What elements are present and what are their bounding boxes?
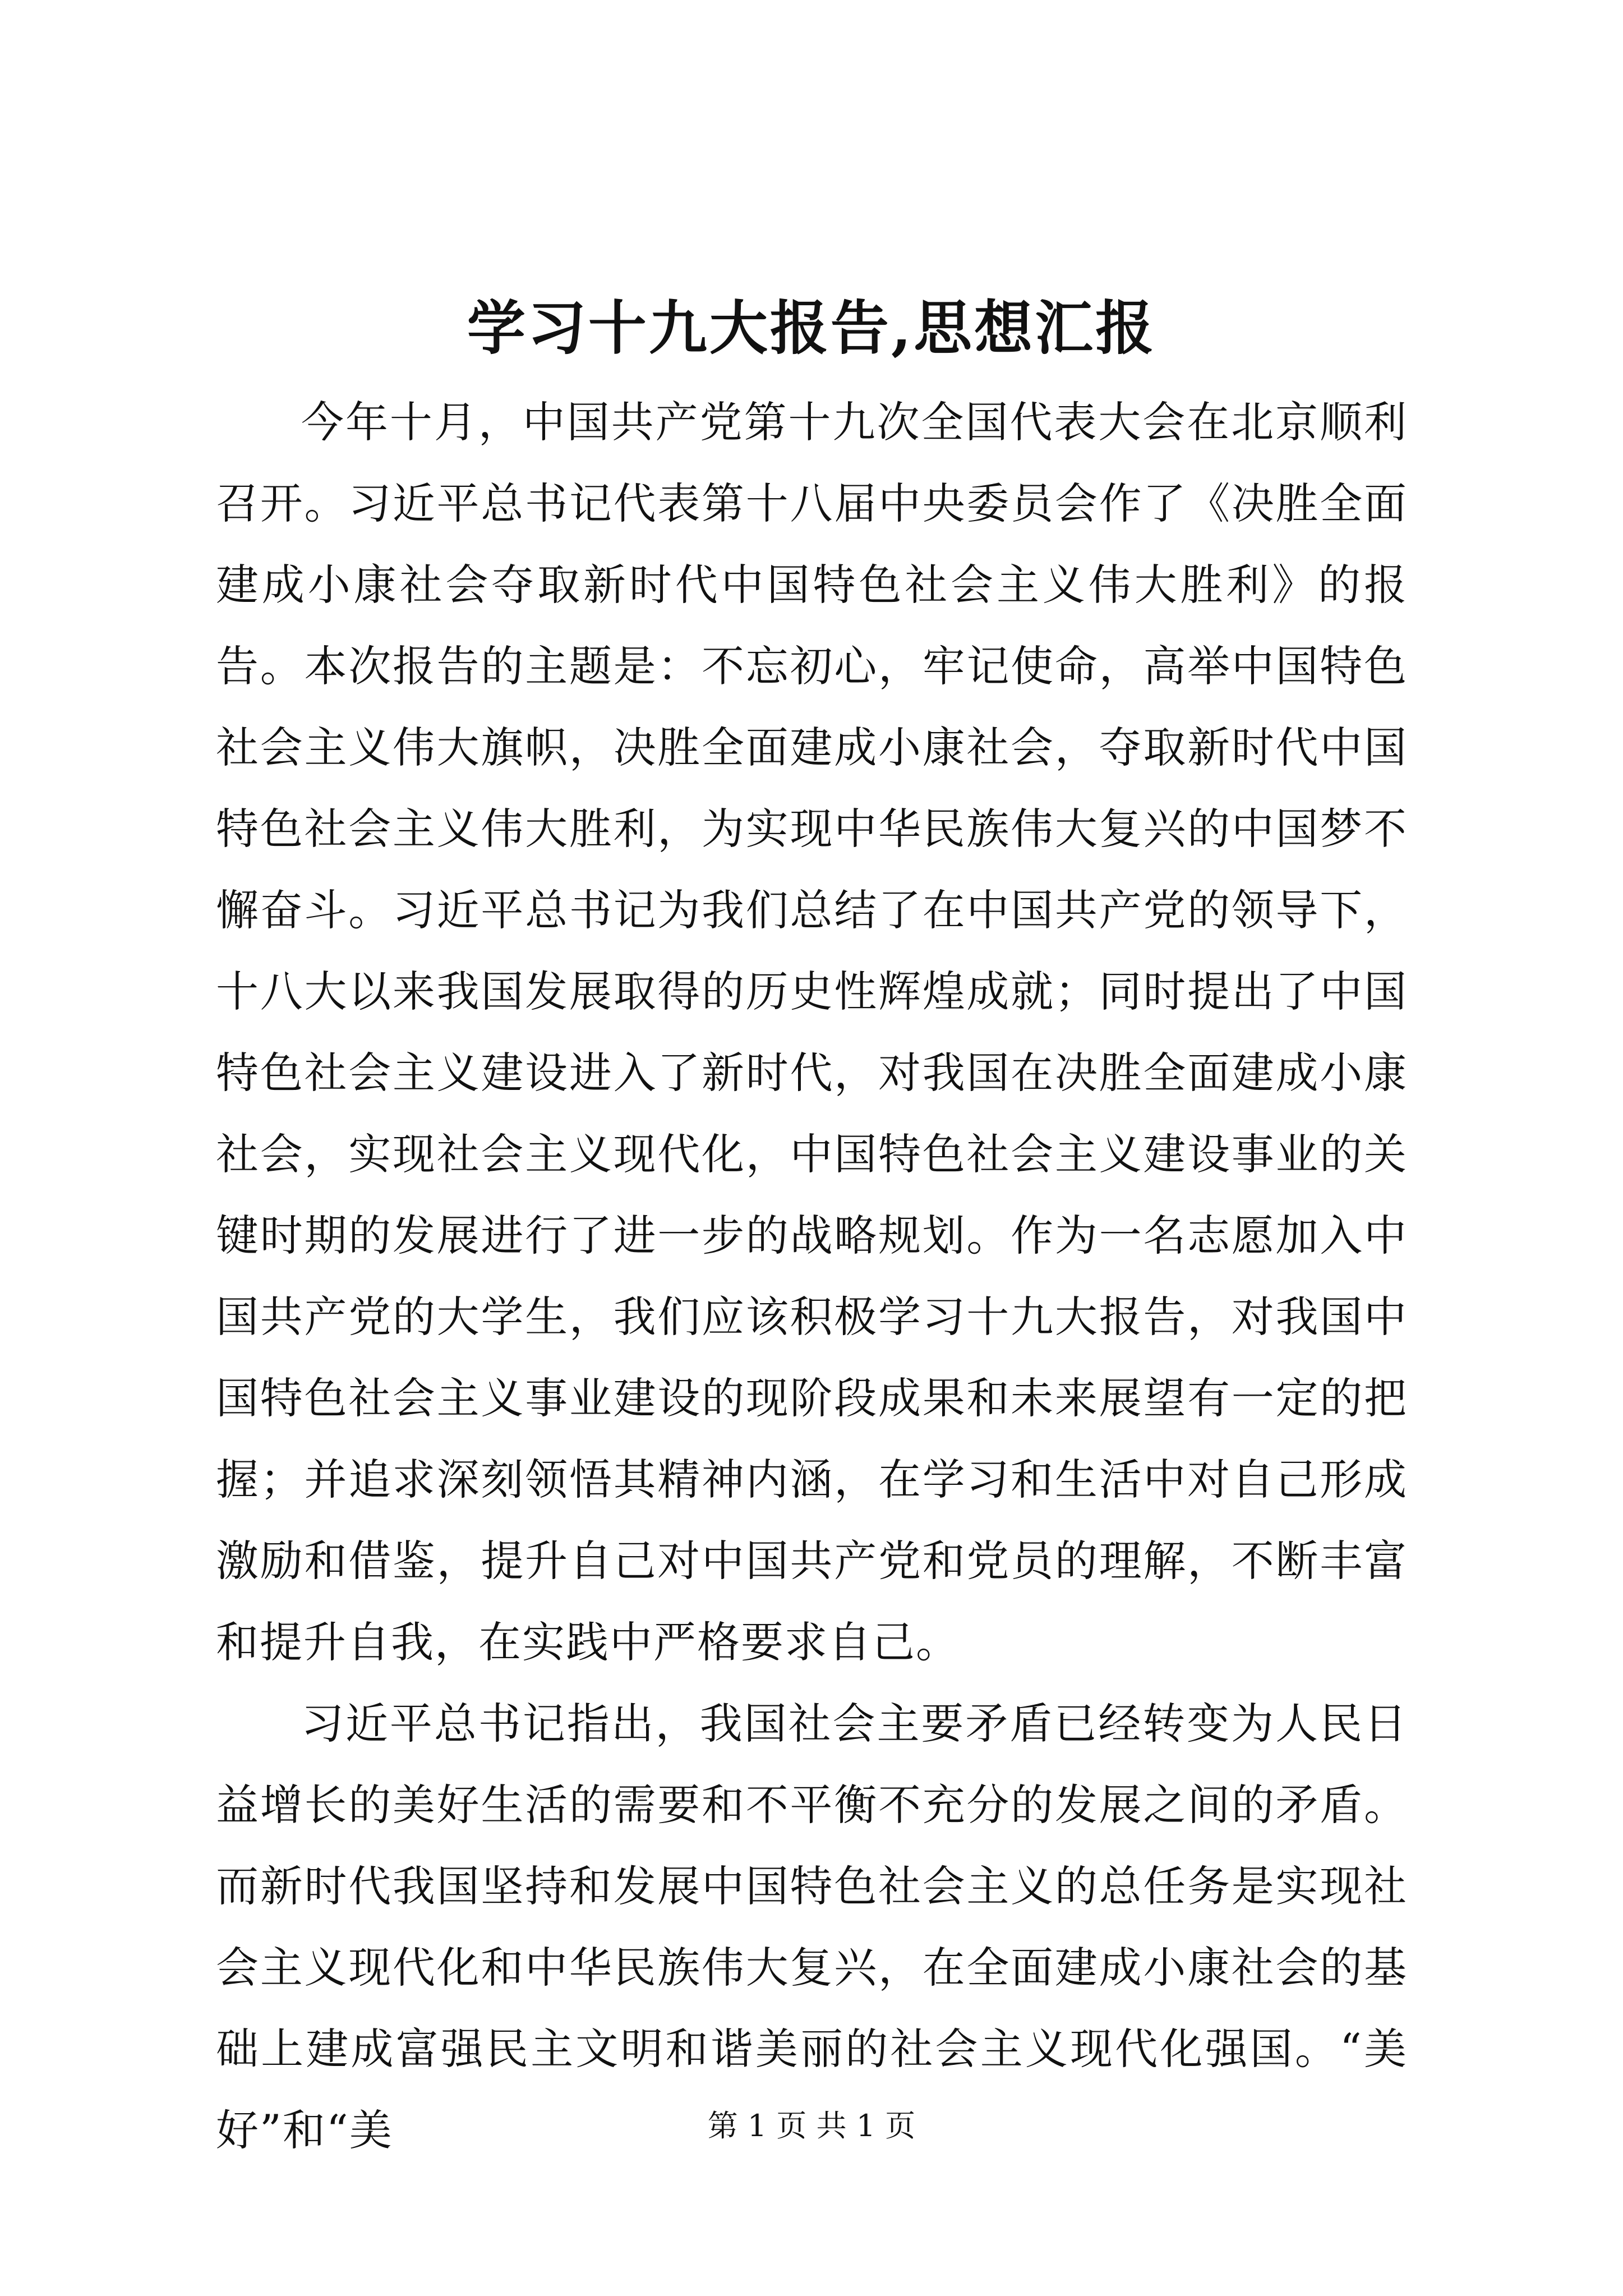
paragraph-1: 今年十月，中国共产党第十九次全国代表大会在北京顺利召开。习近平总书记代表第十八届中央委员会作了《决胜全面建成小康社会夺取新时代中国特色社会主义伟大胜利》的报告。本次报告的主题是：不忘初心，牢记使命，高举中国特色社会主义伟大旗帜，决胜全面建成小康社会，夺取新时代中国特色社会主义伟大胜利，为实现中华民族伟大复兴的中国梦不懈奋斗。习近平总书记为我们总结了在中国共产党的领导下，十八大以来我国发展取得的历史性辉煌成就；同时提出了中国特色社会主义建设进入了新时代，对我国在决胜全面建成小康社会，实现社会主义现代化，中国特色社会主义建设事业的关键时期的发展进行了进一步的战略规划。作为一名志愿加入中国共产党的大学生，我们应该积极学习十九大报告，对我国中国特色社会主义事业建设的现阶段成果和未来展望有一定的把握；并追求深刻领悟其精神内涵，在学习和生活中对自己形成激励和借鉴，提升自己对中国共产党和党员的理解，不断丰富和提升自我，在实践中严格要求自己。 xyxy=(216,397,1408,1667)
document-title: 学习十九大报告,思想汇报 xyxy=(467,293,1156,362)
paragraph-2: 习近平总书记指出，我国社会主要矛盾已经转变为人民日益增长的美好生活的需要和不平衡不充分的发展之间的矛盾。而新时代我国坚持和发展中国特色社会主义的总任务是实现社会主义现代化和中华民族伟大复兴，在全面建成小康社会的基础上建成富强民主文明和谐美丽的社会主义现代化强国。“美好”和“美 xyxy=(216,1699,1408,2155)
document-body xyxy=(216,381,1408,2171)
page-footer: 第 1 页 共 1 页 xyxy=(707,2108,916,2143)
